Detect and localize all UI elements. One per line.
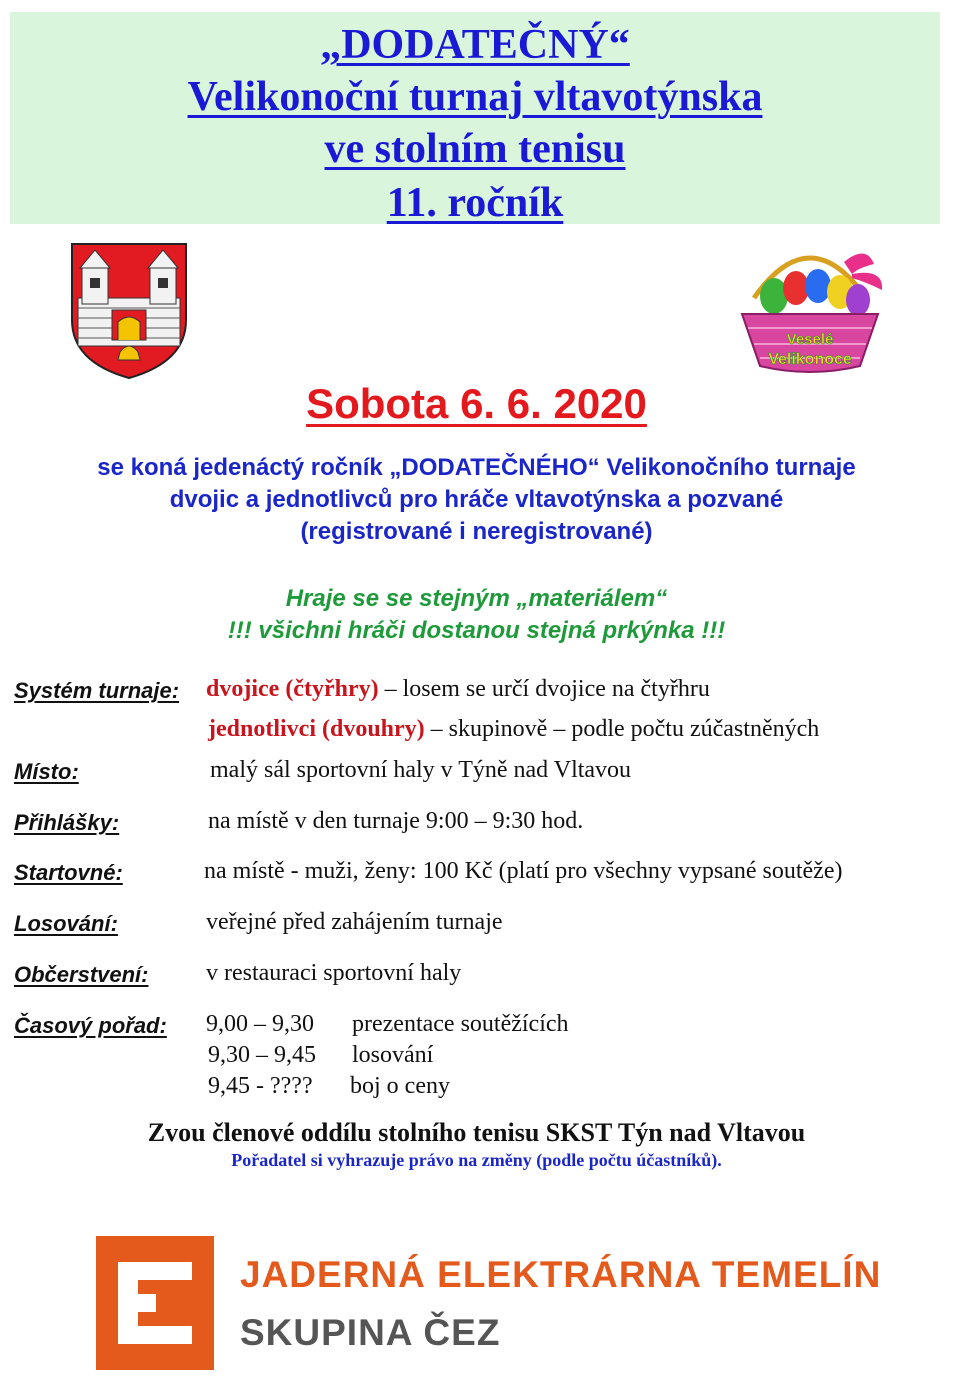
system-singles: jednotlivci (dvouhry) <box>208 716 425 742</box>
draw-label: Losování: <box>14 911 118 936</box>
schedule-event-3: boj o ceny <box>350 1073 450 1099</box>
schedule-event-2: losování <box>352 1042 434 1068</box>
title-line-3: ve stolním tenisu <box>324 126 626 172</box>
draw-value: veřejné před zahájením turnaje <box>206 909 503 935</box>
system-singles-desc: – skupinově – podle počtu zúčastněných <box>424 716 820 742</box>
place-label: Místo: <box>14 759 79 784</box>
town-coat-of-arms <box>68 240 190 380</box>
refreshment-value: v restauraci sportovní haly <box>206 960 462 986</box>
registration-label: Přihlášky: <box>14 810 120 835</box>
intro-line-1: se koná jedenáctý ročník „DODATEČNÉHO“ Velikonočního turnaje <box>97 454 856 481</box>
system-doubles: dvojice (čtyřhry) <box>206 676 379 702</box>
material-line-1: Hraje se se stejným „materiálem“ <box>285 585 668 612</box>
sponsor-name: JADERNÁ ELEKTRÁRNA TEMELÍN <box>240 1254 882 1295</box>
event-date: Sobota 6. 6. 2020 <box>306 380 647 427</box>
material-line-2: !!! všichni hráči dostanou stejná prkýnka !!! <box>227 617 726 644</box>
refreshment-label: Občerstvení: <box>14 962 149 987</box>
schedule-time-2: 9,30 – 9,45 <box>208 1042 316 1068</box>
schedule-label: Časový pořad: <box>14 1013 167 1038</box>
easter-basket-image <box>734 238 886 378</box>
cez-logo-icon <box>96 1236 214 1370</box>
intro-line-2: dvojic a jednotlivců pro hráče vltavotýnska a pozvané <box>169 486 784 513</box>
title-line-4: 11. ročník <box>386 180 564 226</box>
registration-value: na místě v den turnaje 9:00 – 9:30 hod. <box>208 808 584 834</box>
system-doubles-desc: – losem se určí dvojice na čtyřhru <box>378 676 710 702</box>
schedule-event-1: prezentace soutěžících <box>352 1011 569 1037</box>
sponsor-group: SKUPINA ČEZ <box>240 1312 501 1353</box>
organizer-invite: Zvou členové oddílu stolního tenisu SKST Týn nad Vltavou <box>147 1118 806 1147</box>
title-line-2: Velikonoční turnaj vltavotýnska <box>187 74 763 120</box>
fee-label: Startovné: <box>14 860 123 885</box>
title-line-1: „DODATEČNÝ“ <box>320 22 630 68</box>
system-label: Systém turnaje: <box>14 678 180 703</box>
organizer-note: Pořadatel si vyhrazuje právo na změny (podle počtu účastníků). <box>231 1150 722 1170</box>
system-row-2 <box>208 716 819 743</box>
basket-text-bottom: Velikonoce <box>768 351 852 368</box>
basket-text-top: Veselé <box>786 331 834 348</box>
place-value: malý sál sportovní haly v Týně nad Vltavou <box>210 757 632 783</box>
schedule-time-1: 9,00 – 9,30 <box>206 1011 314 1037</box>
system-row-1 <box>206 676 710 703</box>
fee-value: na místě - muži, ženy: 100 Kč (platí pro všechny vypsané soutěže) <box>204 858 843 884</box>
schedule-time-3: 9,45 - ???? <box>208 1073 313 1099</box>
intro-line-3: (registrované i neregistrované) <box>300 518 653 545</box>
